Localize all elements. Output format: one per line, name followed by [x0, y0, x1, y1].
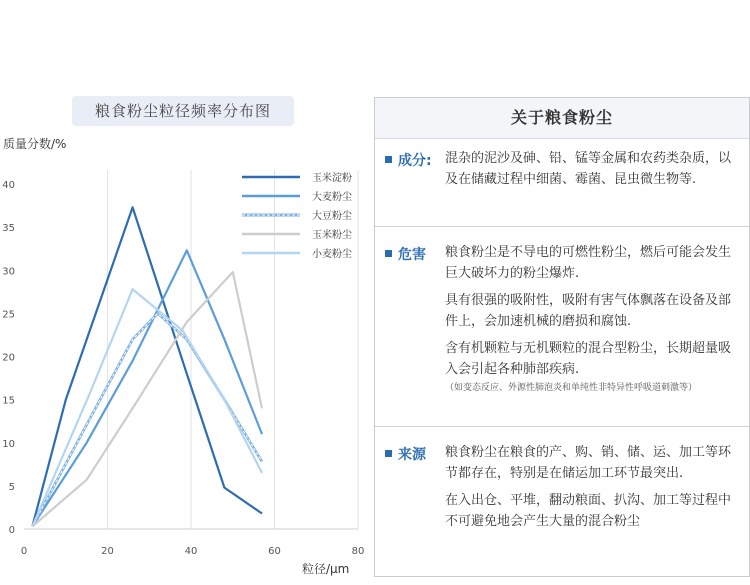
chart-title: 粮食粉尘粒径频率分布图: [72, 96, 294, 126]
legend-label: 小麦粉尘: [312, 249, 352, 260]
section-text: 含有机颗粒与无机颗粒的混合型粉尘，长期超量吸入会引起各种肺部疾病.: [445, 341, 732, 377]
y-tick-label: 15: [2, 395, 15, 407]
section-label: 成分:: [398, 153, 432, 169]
y-tick-label: 30: [2, 266, 15, 278]
legend-label: 玉米淀粉: [312, 173, 352, 184]
legend-label: 玉米粉尘: [312, 230, 352, 241]
panel-title: 关于粮食粉尘: [375, 98, 749, 139]
divider: [375, 226, 749, 227]
legend-label: 大麦粉尘: [312, 192, 352, 203]
section-text: 粮食粉尘在粮食的产、购、销、储、运、加工等环节都存在，特别是在储运加工环节最突出.: [445, 445, 732, 481]
legend-label: 大豆粉尘: [312, 211, 352, 222]
section-text: 粮食粉尘是不导电的可燃性粉尘，燃后可能会发生巨大破坏力的粉尘爆炸.: [445, 245, 732, 281]
section-text: 在入出仓、平堆，翻动粮面、扒沟、加工等过程中不可避免地会产生大量的混合粉尘: [445, 493, 732, 529]
y-tick-label: 20: [2, 352, 15, 364]
series-line-1: [32, 207, 262, 526]
y-tick-label: 25: [2, 309, 15, 321]
y-tick-label: 5: [8, 481, 15, 493]
x-tick-label: 40: [184, 546, 198, 557]
bullet-square-icon: [385, 250, 392, 257]
x-tick-label: 80: [351, 546, 365, 557]
bullet-square-icon: [385, 156, 392, 163]
x-tick-label: 60: [268, 546, 281, 557]
section-text: 混杂的泥沙及砷、铅、锰等金属和农药类杂质，以及在储藏过程中细菌、霉菌、昆虫微生物等.: [445, 151, 732, 187]
x-axis-label: 粒径/μm: [302, 562, 350, 576]
section-note: （如变态反应、外源性肺泡炎和单纯性非特异性呼吸道刺激等）: [445, 383, 698, 393]
frequency-chart: [0, 0, 370, 585]
y-tick-label: 40: [2, 180, 15, 191]
info-panel: [374, 97, 750, 577]
series-line-2: [32, 250, 262, 526]
y-tick-label: 35: [2, 223, 15, 235]
y-tick-label: 0: [8, 525, 15, 536]
x-tick-label: 20: [101, 546, 114, 557]
x-tick-label: 0: [20, 546, 28, 557]
section-text: 具有很强的吸附性，吸附有害气体飘落在设备及部件上，会加速机械的磨损和腐蚀.: [445, 293, 732, 329]
section-label: 危害: [398, 247, 426, 263]
y-tick-label: 10: [2, 438, 15, 450]
section-label: 来源: [398, 447, 426, 463]
y-axis-label: 质量分数/%: [3, 137, 67, 151]
bullet-square-icon: [385, 450, 392, 457]
divider: [375, 426, 749, 427]
